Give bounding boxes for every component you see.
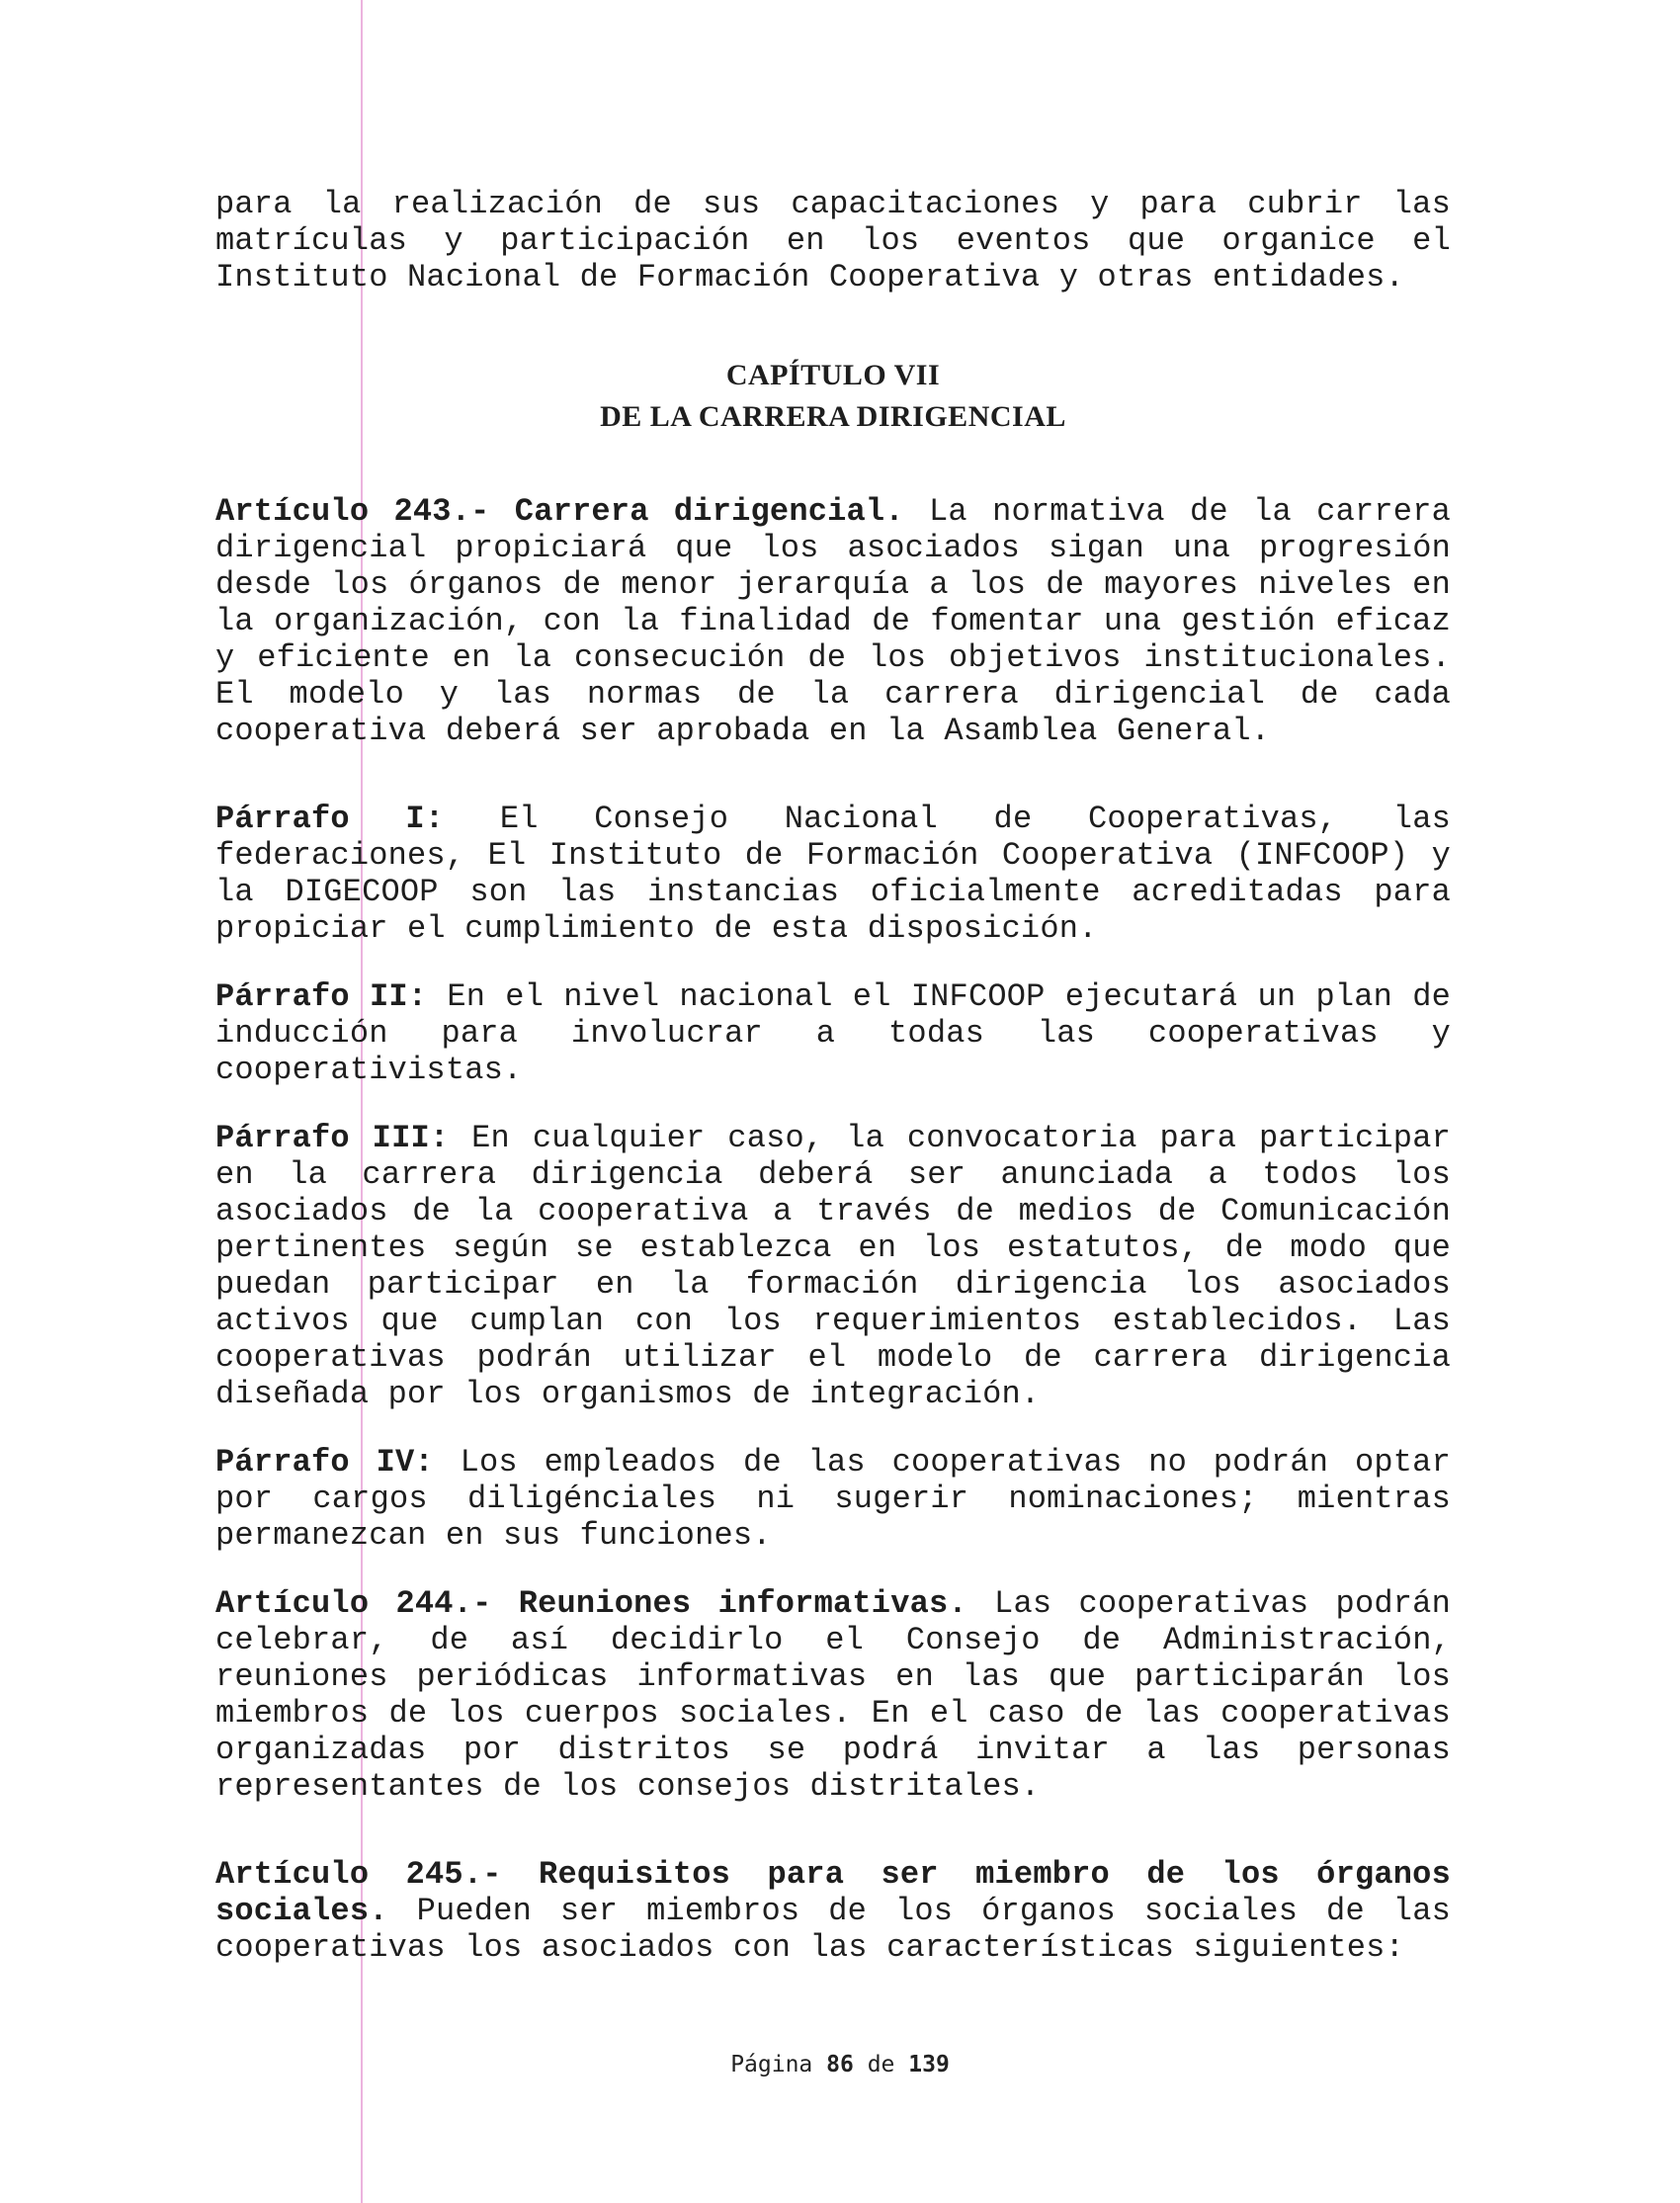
footer-separator: de — [867, 2052, 895, 2077]
parrafo-3-text: En cualquier caso, la convocatoria para participar en la carrera dirigencia deberá ser anunciada a todos los asociados de la cooperativa a través de medios de Comunicación pertinentes según se establezca en los estatutos, de modo que puedan participar en la formación dirigencia los asociados activos que cumplan con los requerimientos establecidos. Las cooperativas podrán utilizar el modelo de carrera dirigencia diseñada por los organismos de integración. — [215, 1120, 1452, 1412]
article-245-heading: Artículo 245.- Requisitos para ser miembro de los órganos sociales. — [215, 1856, 1451, 1929]
footer-current-page: 86 — [826, 2052, 854, 2077]
intro-paragraph — [215, 186, 1451, 296]
intro-text: para la realización de sus capacitaciones y para cubrir las matrículas y participación en los eventos que organice el Instituto Nacional de Formación Cooperativa y otras entidades. — [215, 186, 1451, 296]
parrafo-4-text: Los empleados de las cooperativas no podrán optar por cargos diligénciales ni sugerir nominaciones; mientras permanezcan en sus funciones. — [215, 1444, 1451, 1554]
article-245 — [215, 1856, 1451, 1966]
article-243 — [215, 493, 1451, 749]
page-footer — [0, 2052, 1680, 2077]
parrafo-1-heading: Párrafo I: — [215, 801, 445, 837]
chapter-number: CAPÍTULO VII — [725, 359, 941, 391]
parrafo-2-heading: Párrafo II: — [215, 978, 428, 1015]
parrafo-4-heading: Párrafo IV: — [215, 1444, 434, 1481]
chapter-heading — [215, 355, 1451, 438]
parrafo-1-text: El Consejo Nacional de Cooperativas, las federaciones, El Instituto de Formación Cooperativa (INFCOOP) y la DIGECOOP son las instancias oficialmente acreditadas para propiciar el cumplimiento de esta disposición. — [215, 801, 1452, 947]
document-body — [215, 186, 1451, 1997]
article-245-text: Pueden ser miembros de los órganos sociales de las cooperativas los asociados con las características siguientes: — [215, 1893, 1451, 1966]
footer-prefix: Página — [730, 2052, 813, 2077]
parrafo-3 — [215, 1120, 1451, 1412]
parrafo-3-heading: Párrafo III: — [215, 1120, 450, 1156]
article-244-heading: Artículo 244.- Reuniones informativas. — [215, 1585, 967, 1622]
article-243-text: La normativa de la carrera dirigencial propiciará que los asociados sigan una progresión desde los órganos de menor jerarquía a los de mayores niveles en la organización, con la finalidad de fomentar una gestión eficaz y eficiente en la consecución de los objetivos institucionales. El modelo y las normas de la carrera dirigencial de cada cooperativa deberá ser aprobada en la Asamblea General. — [215, 493, 1451, 749]
parrafo-2-text: En el nivel nacional el INFCOOP ejecutará un plan de inducción para involucrar a todas las cooperativas y cooperativistas. — [215, 978, 1452, 1088]
parrafo-4 — [215, 1444, 1451, 1554]
parrafo-1 — [215, 801, 1451, 947]
article-244 — [215, 1585, 1451, 1805]
footer-total-pages: 139 — [908, 2052, 950, 2077]
parrafo-2 — [215, 978, 1451, 1088]
article-243-heading: Artículo 243.- Carrera dirigencial. — [215, 493, 904, 530]
article-244-text: Las cooperativas podrán celebrar, de así decidirlo el Consejo de Administración, reuniones periódicas informativas en las que participarán los miembros de los cuerpos sociales. En el caso de las cooperativas organizadas por distritos se podrá invitar a las personas representantes de los consejos distritales. — [215, 1585, 1451, 1805]
chapter-title: DE LA CARRERA DIRIGENCIAL — [600, 400, 1066, 433]
